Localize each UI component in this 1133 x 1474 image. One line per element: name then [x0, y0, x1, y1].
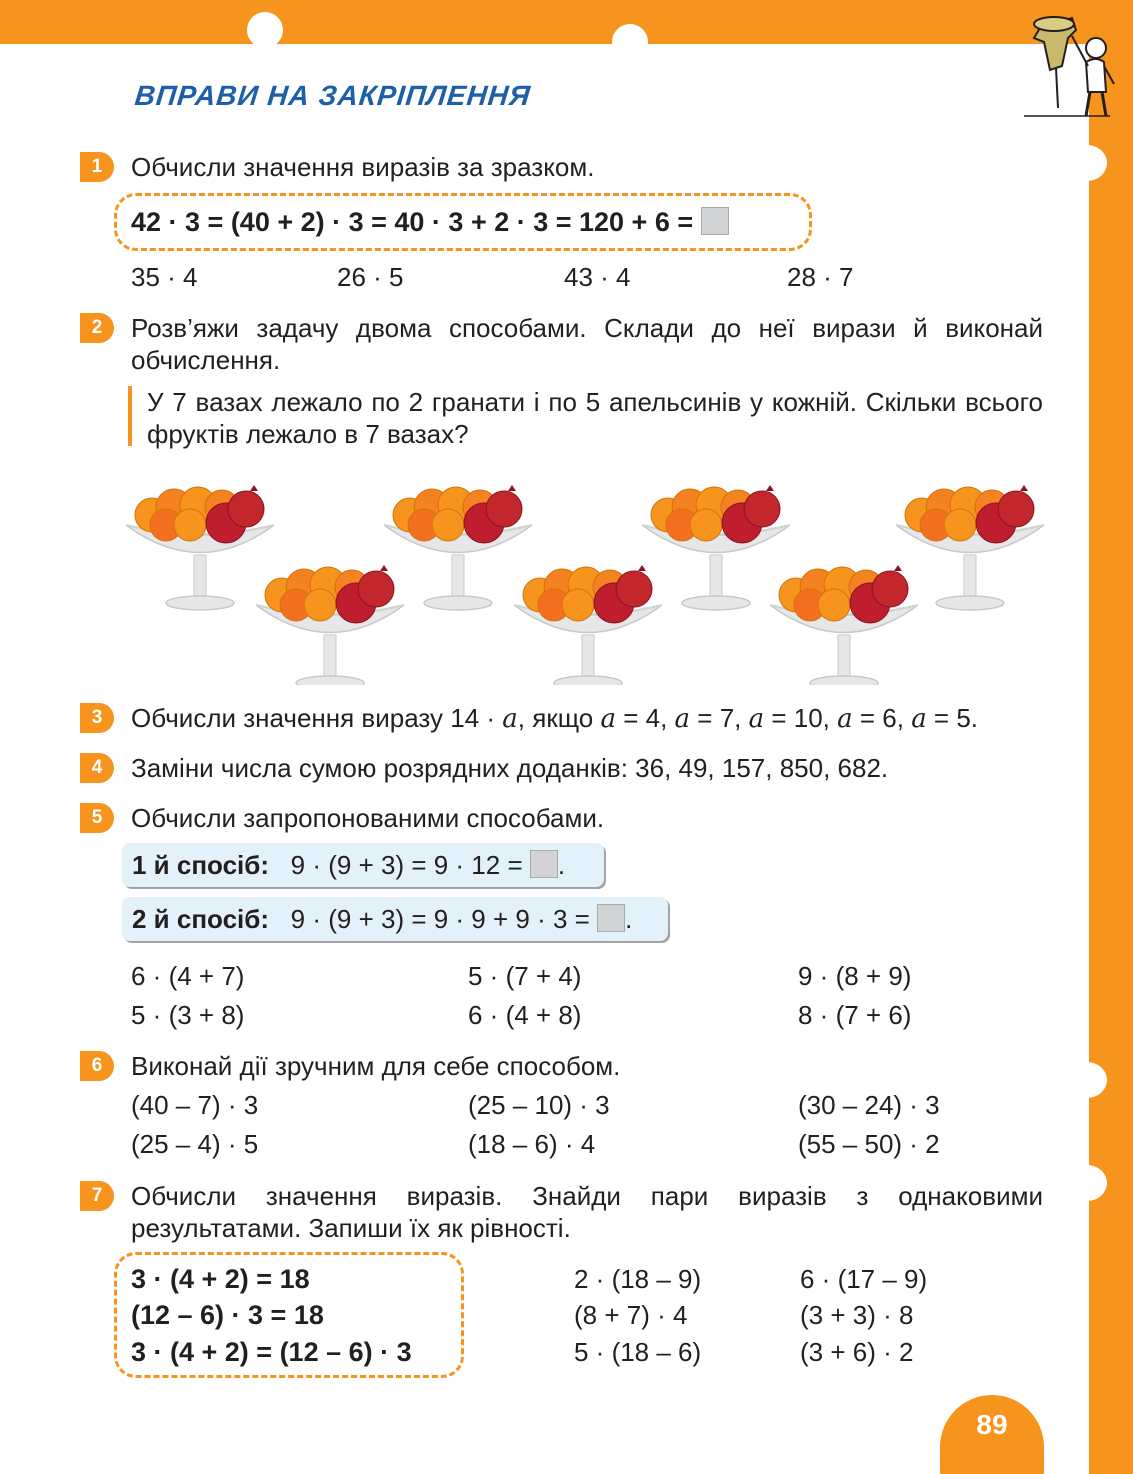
variable-a: a	[911, 704, 927, 734]
task5-expr: 6 · (4 + 7)	[131, 961, 245, 991]
task1-instruction: Обчисли значення виразів за зразком.	[131, 152, 595, 182]
variable-a: a	[502, 704, 518, 734]
task7-expr: 5 · (18 – 6)	[574, 1337, 702, 1367]
mascot-pushpin-icon	[1010, 8, 1120, 120]
task7-expr: 2 · (18 – 9)	[574, 1264, 702, 1294]
task1-example	[131, 206, 729, 238]
task3-value: = 4,	[616, 703, 675, 733]
task-number-badge: 2	[80, 313, 114, 343]
method-2-box	[122, 897, 668, 941]
variable-a: a	[837, 704, 853, 734]
task-number-badge: 7	[80, 1181, 114, 1211]
answer-box	[530, 850, 558, 878]
task4-instruction: Заміни числа сумою розрядних доданків: 36, 49, 157, 850, 682.	[131, 753, 889, 783]
task-number-badge: 5	[80, 803, 114, 833]
period: .	[625, 904, 633, 934]
task3-value: = 7,	[690, 703, 749, 733]
top-band-notch	[612, 24, 648, 60]
task5-expr: 8 · (7 + 6)	[798, 1000, 912, 1030]
task6-expr: (18 – 6) · 4	[468, 1129, 596, 1159]
task3-text: , якщо	[517, 703, 601, 733]
method-2-expression: 9 · (9 + 3) = 9 · 9 + 9 · 3 =	[290, 904, 590, 934]
task1-expr: 26 · 5	[337, 262, 404, 292]
task3-text: Обчисли значення виразу 14 ·	[131, 703, 503, 733]
top-band-notch	[247, 12, 283, 48]
task5-expr: 6 · (4 + 8)	[468, 1000, 582, 1030]
side-band-notch	[1067, 145, 1107, 181]
task5-expr: 5 · (7 + 4)	[468, 961, 582, 991]
task2-problem: У 7 вазах лежало по 2 гранати і по 5 апельсинів у кожній. Скільки всього фруктів лежало в 7 вазах?	[147, 387, 1043, 449]
task1-expr: 28 · 7	[787, 262, 854, 292]
method-1-label: 1 й спосіб:	[132, 850, 269, 880]
side-band-notch	[1067, 1165, 1107, 1201]
page-number: 89	[940, 1395, 1044, 1474]
fruit-vases-illustration	[120, 455, 1060, 685]
task5-instruction: Обчисли запропонованими способами.	[131, 803, 605, 833]
method-2-label: 2 й спосіб:	[132, 904, 269, 934]
task6-expr: (25 – 4) · 5	[131, 1129, 259, 1159]
task7-example-line: 3 · (4 + 2) = (12 – 6) · 3	[131, 1337, 412, 1367]
variable-a: a	[674, 704, 691, 734]
top-orange-band	[0, 0, 1133, 44]
example-expression: 42 · 3 = (40 + 2) · 3 = 40 · 3 + 2 · 3 = 120 + 6 =	[131, 207, 694, 237]
task3-instruction	[131, 702, 978, 735]
task6-expr: (40 – 7) · 3	[131, 1090, 259, 1120]
answer-box	[701, 207, 729, 235]
task-number-badge: 1	[80, 152, 114, 182]
task5-expr: 9 · (8 + 9)	[798, 961, 912, 991]
task5-expr: 5 · (3 + 8)	[131, 1000, 245, 1030]
side-orange-band	[1089, 0, 1133, 1474]
task7-example-line: 3 · (4 + 2) = 18	[131, 1264, 310, 1294]
answer-box	[597, 904, 625, 932]
task6-expr: (25 – 10) · 3	[468, 1090, 610, 1120]
task-number-badge: 4	[80, 753, 114, 783]
method-1-expression: 9 · (9 + 3) = 9 · 12 =	[290, 850, 523, 880]
variable-a: a	[748, 704, 765, 734]
task3-value: = 6,	[852, 703, 912, 733]
task6-instruction: Виконай дії зручним для себе способом.	[131, 1051, 621, 1081]
task3-value: = 10,	[764, 703, 838, 733]
task3-value: = 5.	[926, 703, 979, 733]
task7-expr: (8 + 7) · 4	[574, 1300, 688, 1330]
variable-a: a	[600, 704, 616, 734]
task6-expr: (30 – 24) · 3	[798, 1090, 940, 1120]
section-title: ВПРАВИ НА ЗАКРІПЛЕННЯ	[133, 80, 533, 111]
method-1-box	[122, 843, 604, 887]
task7-expr: (3 + 6) · 2	[800, 1337, 914, 1367]
task7-expr: 6 · (17 – 9)	[800, 1264, 928, 1294]
task7-instruction: Обчисли значення виразів. Знайди пари виразів з однаковими результатами. Запиши їх як рівності.	[131, 1181, 1043, 1243]
task2-instruction: Розв’яжи задачу двома способами. Склади до неї вирази й виконай обчислення.	[131, 313, 1043, 375]
task6-expr: (55 – 50) · 2	[798, 1129, 940, 1159]
task7-expr: (3 + 3) · 8	[800, 1300, 914, 1330]
side-band-notch	[1067, 1062, 1107, 1098]
problem-marker	[128, 386, 132, 446]
task-number-badge: 6	[80, 1051, 114, 1081]
task-number-badge: 3	[80, 703, 114, 733]
period: .	[557, 850, 566, 880]
task7-example-line: (12 – 6) · 3 = 18	[131, 1300, 324, 1330]
task1-expr: 35 · 4	[131, 262, 198, 292]
task1-expr: 43 · 4	[564, 262, 631, 292]
